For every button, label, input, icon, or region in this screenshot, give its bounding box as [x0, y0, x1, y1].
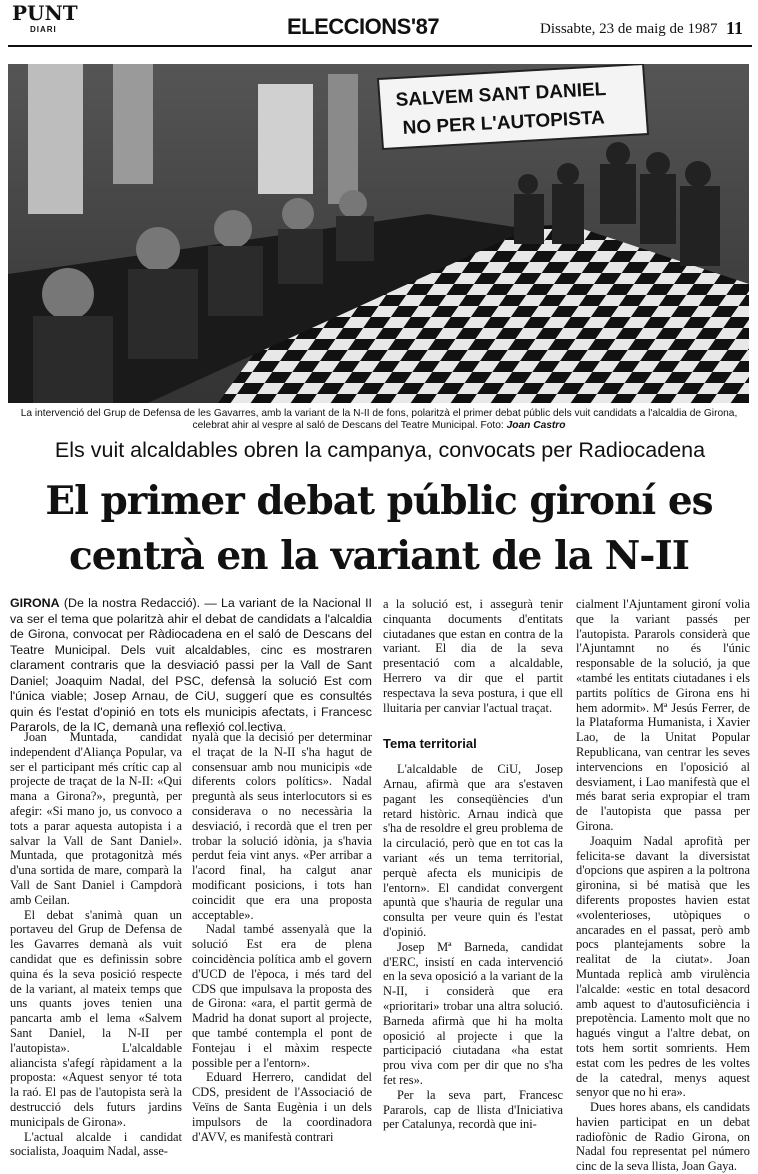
paragraph: nyalà que la decisió per determinar el traçat de la N-II s'ha hagut de consensuar amb nou municipis «de diferents colors polítics». Nadal preguntà als seus interlocutors si es considerava o no necessària la desviació, i recordà que el tren per trobar la solució idònia, ja s'havia perdut feia vint anys. «Per arribar a l'acord final, ha calgut anar modificant posicions, i tots han coincidit que era una proposta acceptable». [192, 730, 372, 922]
caption-text: La intervenció del Grup de Defensa de les Gavarres, amb la variant de la N-II de fons, polaritzà el primer debat públic dels vuit candidats a l'alcaldia de Girona, celebrat ahir al vespre al saló de Descans del Teatre Municipal. Foto: [20, 408, 738, 431]
banner-line2: NO PER L'AUTOPISTA [402, 107, 606, 139]
headline [10, 474, 748, 584]
paragraph: Per la seva part, Francesc Pararols, cap de llista d'Iniciativa per Catalunya, recordà que ini- [383, 1087, 563, 1132]
caption-credit: Joan Castro [506, 420, 566, 431]
source-note: (De la nostra Redacció). [63, 596, 201, 610]
debate-photo-illustration [8, 64, 749, 403]
article-column-3 [383, 597, 563, 1132]
lead-paragraph [10, 596, 372, 736]
paragraph: L'alcaldable de CiU, Josep Arnau, afirmà que ara s'estaven pagant les conseqüències d'un retard històric. Arnau indicà que s'ha de resoldre el greu problema de la circulació, però que en tot cas la variant «és un tema territorial, perquè afecta els municipis de l'entorn». El candidat convergent apuntà que s'hauria de regular una consulta per veure quin és l'estat d'opinió. [383, 762, 563, 939]
masthead [0, 0, 758, 48]
banner-line1: SALVEM SANT DANIEL [395, 78, 607, 111]
photo-caption [14, 408, 744, 432]
headline-line2: centrà en la variant de la N-II [69, 533, 689, 579]
masthead-rule [8, 45, 752, 47]
kicker: Els vuit alcaldables obren la campanya, convocats per Radiocadena [54, 438, 706, 462]
paragraph: Joaquim Nadal aprofità per felicita-se davant la diversistat d'opcions que aspiren a la poltrona gironina, si bé matisà que les diferents propostes havien estat «volenterioses, utòpiques o ancarades en el passat, però amb pocs plantejaments sobre la realitat de la ciutat». Joan Muntada replicà amb virulència l'alcalde: «estic en total desacord amb aquest to d'autosuficiència i prepotència. Lamento molt que no hagués vingut a l'altre debat, on tots hem sortit somrients. Hem estat com les pedres de les voltes de la catedral, menys aquest senyor que no hi era». [576, 833, 750, 1100]
section-title: ELECCIONS'87 [287, 14, 440, 39]
paragraph: a la solució est, i assegurà tenir cinquanta documents d'entitats ciutadanes que estan en contra de la variant. El dia de la seva presentació com a alcaldable, Herrero va dir que el partit respectava la seva postura, i que ell lluitaria per canviar l'actual traçat. [383, 597, 563, 715]
paragraph: Eduard Herrero, candidat del CDS, president de l'Associació de Veïns de Santa Eugènia i un dels impulsors de la coordinadora d'AVV, es manifestà contrari [192, 1070, 372, 1144]
article-column-1 [10, 730, 182, 1159]
paragraph: Josep Mª Barneda, candidat d'ERC, insistí en cada intervenció en la seva oposició a la variant de la N-II, i considerà que era «prioritari» trobar una altra solució. Barneda afirmà que hi ha molta oposició al projecte i que la participació ciutadana «ha estat prou viva com per dir que no s'ha fet res». [383, 939, 563, 1087]
paragraph: cialment l'Ajuntament gironí volia que la variant passés per l'autopista. Pararols considerà que l'Ajuntamnt no és l'únic responsable de la solució, ja que «també les entitats ciutadanes i els partits polítics de Girona ens hi hem adormit». Mª Jesús Ferrer, de la Plataforma Humanista, i Xavier Lao, de la Unitat Popular Republicana, van centrar les seves intervencions en l'oposició al desviament, i Lao manifestà que el més barat seria expropiar el tram de l'autopista que passa per Girona. [576, 597, 750, 833]
paragraph: Dues hores abans, els candidats havien participat en un debat radiofònic de Radio Girona, on Nadal fou representat pel número cinc de la seva llista, Joan Gaya. [576, 1100, 750, 1174]
paragraph: L'actual alcalde i candidat socialista, Joaquim Nadal, asse- [10, 1129, 182, 1159]
news-photo [8, 64, 749, 403]
article-column-2 [192, 730, 372, 1144]
dateline: GIRONA [10, 596, 60, 610]
newspaper-logo-subtitle: DIARI [30, 25, 57, 34]
article-column-4 [576, 597, 750, 1174]
headline-line1: El primer debat públic gironí es [45, 478, 713, 524]
issue-date: Dissabte, 23 de maig de 1987 [540, 21, 718, 37]
lead-text: — La variant de la Nacional II va ser el tema que polaritzà ahir el debat de candidats a l'alcaldia de Girona, convocat per Ràdiocadena en el saló de Descans del Teatre Municipal. Dels vuit alcaldables, cinc es mostraren clarament contraris que la desviació passi per la Vall de Sant Daniel; Joaquim Nadal, del PSC, defensà la solució Est com l'única viable; Josep Arnau, de CiU, suggerí que es consultés quin és l'estat d'opinió en tots els municipis afectats, i Francesc Pararols, de la IC, demanà una reflexió col.lectiva. [10, 596, 372, 734]
subheading: Tema territorial [383, 736, 477, 752]
paragraph: Joan Muntada, candidat independent d'Aliança Popular, va ser el participant més crític cap al projecte de traçat de la N-II: «Qui mana a Girona?», preguntà, per afegir: «Si mano jo, us convoco a tots a parar aquesta autopista i a salvar la Vall de Sant Daniel». Muntada, que protagonitzà més d'una sortida de mare, comparà la Vall de Sant Daniel i Campdorà amb Ceilan. [10, 730, 182, 907]
newspaper-logo: PUNT [12, 1, 78, 25]
paragraph: Nadal també assenyalà que la solució Est era de plena coincidència política amb el govern d'UCD de l'època, i més tard del CDS que impulsava la proposta des de Girona: «ara, el partit germà de Madrid ha donat suport al projecte, que també contempla el pont de Fontejau i el màxim respecte possible per a l'entorn». [192, 922, 372, 1070]
page-number: 11 [726, 18, 744, 38]
paragraph: El debat s'animà quan un portaveu del Grup de Defensa de les Gavarres demanà als vuit candidat que es definissin sobre quina és la seva posició respecte de la variant, al mateix temps que uns quants joves tenien una pancarta amb el lema «Salvem Sant Daniel, la N-II per l'autopista». L'alcaldable aliancista s'afegí ràpidament a la proposta: «Aquest senyor té tota la raó. El pas de l'autopista serà la destrucció dels futurs jardins municipals de Girona». [10, 907, 182, 1129]
